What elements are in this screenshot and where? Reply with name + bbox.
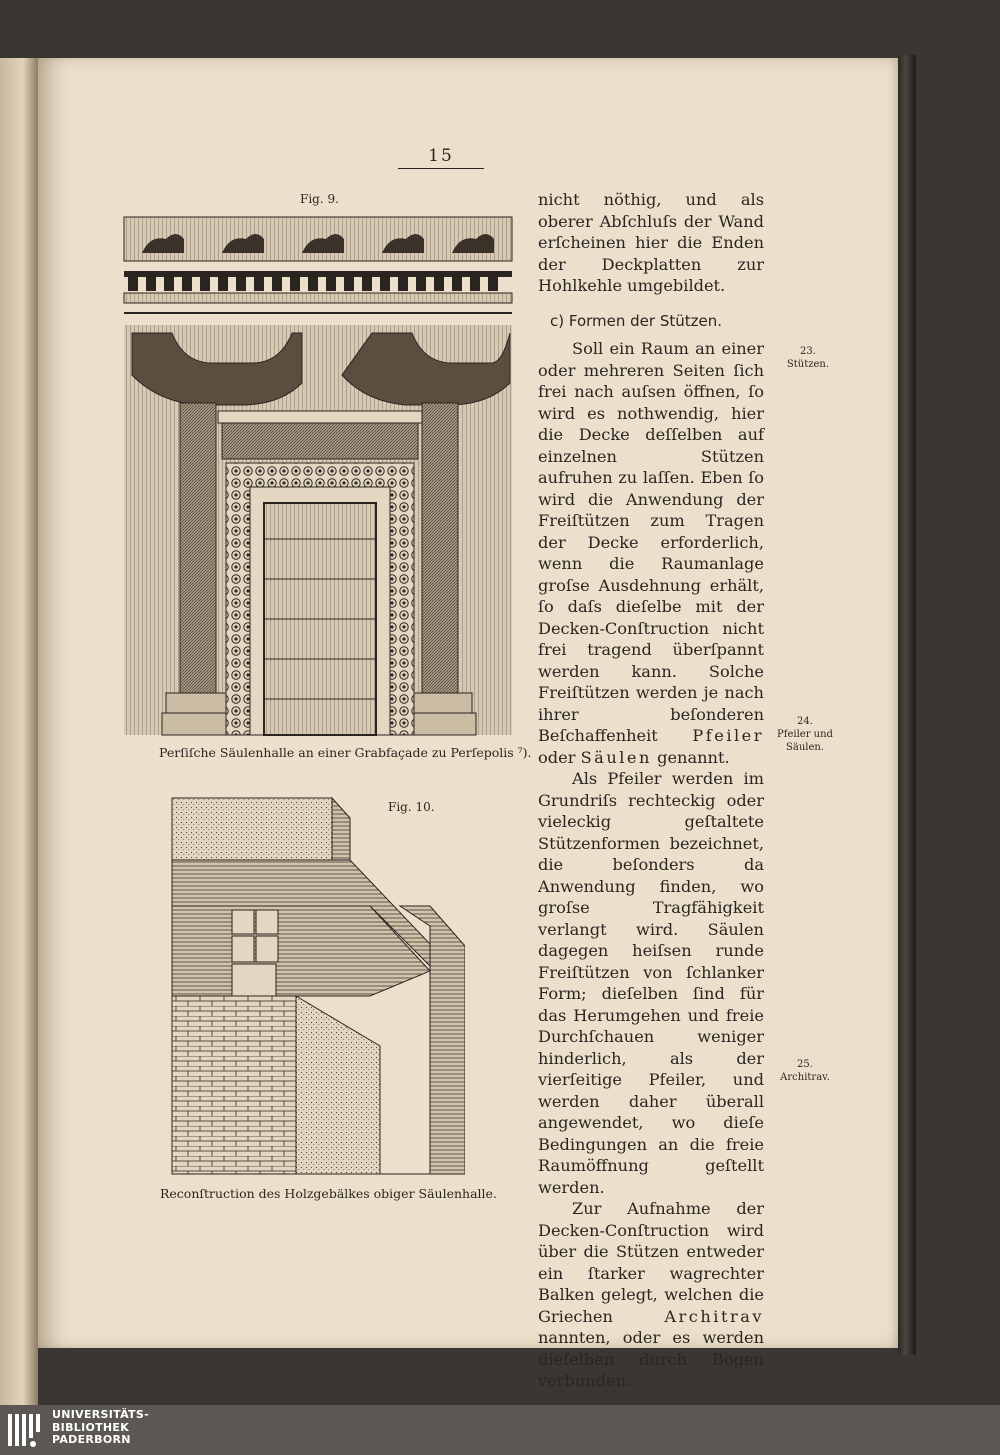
fig10-caption: Reconſtruction des Holzgebälkes obiger Säulenhalle. (160, 1186, 497, 1201)
margin-note-23 (776, 345, 840, 371)
term-pfeiler: Pfeiler (692, 726, 764, 745)
library-name (52, 1409, 149, 1447)
left-page-edge (0, 58, 38, 1408)
paragraph-1-end: genannt. (657, 747, 730, 767)
fig10-label: Fig. 10. (388, 800, 435, 814)
term-architrav: Architrav (664, 1306, 764, 1326)
paragraph-3-text: Zur Aufnahme der Decken-Conſtruction wird über die Stützen entweder ein ſtarker wagrechter Balken gelegt, welchen die Griechen (538, 1199, 764, 1326)
margin-note-label: Architrav. (780, 1072, 830, 1083)
margin-note-number: 23. (800, 346, 816, 357)
page-number: 15 (398, 146, 484, 169)
margin-note-label: Stützen. (786, 359, 830, 370)
term-saeulen: Säulen (580, 747, 652, 767)
paragraph-2: Als Pfeiler werden im Grundriſs rechteckig oder vieleckig geſtaltete Stützenformen bezeichnet, die beſonders da Anwendung finden, wo groſse Tragfähigkeit verlangt wird. Säulen dagegen heiſsen runde Freiſtützen von ſchlanker Form; dieſelben ſind für das Herumgehen und freie Durchſchauen weniger hinderlich, als der vierſeitige Pfeiler, und werden daher überall angewendet, wo dieſe Bedingungen an die freie Raumöffnung geſtellt werden. (538, 769, 764, 1197)
section-heading: c) Formen der Stützen. (550, 311, 723, 330)
paragraph-1-text: Soll ein Raum an einer oder mehreren Seiten ſich frei nach auſsen öffnen, ſo wird es nothwendig, hier die Decke deſſelben auf einzelnen Stützen aufruhen zu laſſen. Eben ſo wird die Anwendung der Freiſtützen zum Tragen der Decke erforderlich, wenn die Raumanlage groſse Ausdehnung erhält, ſo daſs dieſelbe mit der Decken-Conſtruction nicht frei tragend überſpannt werden kann. Solche Freiſtützen werden je nach ihrer beſonderen Beſchaffenheit (538, 339, 764, 745)
margin-note-24 (773, 715, 837, 754)
fig9-caption: Perſiſche Säulenhalle an einer Grabfaçade zu Perſepolis ⁷). (159, 745, 532, 760)
fig10-timber-entablature-illustration (170, 796, 465, 1176)
paragraph-3 (538, 1198, 764, 1392)
library-logo-icon (6, 1410, 46, 1450)
margin-note-label: Pfeiler und Säulen. (777, 729, 833, 753)
margin-note-number: 24. (797, 716, 813, 727)
fig9-persian-colonnade-illustration (122, 213, 514, 738)
margin-note-25 (773, 1058, 837, 1084)
library-name-line-3: PADERBORN (52, 1433, 131, 1446)
text-column (538, 189, 764, 1392)
library-name-line-2: BIBLIOTHEK (52, 1420, 130, 1434)
library-footer-bar (0, 1405, 1000, 1455)
fig9-label: Fig. 9. (300, 192, 339, 206)
paragraph-3-end: nannten, oder es werden dieſelben durch Bogen verbunden. (538, 1328, 764, 1390)
intro-paragraph: nicht nöthig, und als oberer Abſchluſs der Wand erſcheinen hier die Enden der Deckplatten zur Hohlkehle umgebildet. (538, 190, 764, 295)
paragraph-1 (538, 338, 764, 768)
margin-note-number: 25. (797, 1059, 813, 1070)
word-oder: oder (538, 747, 576, 767)
book-cover-edge (898, 55, 916, 1355)
library-name-line-1: UNIVERSITÄTS- (52, 1408, 149, 1421)
